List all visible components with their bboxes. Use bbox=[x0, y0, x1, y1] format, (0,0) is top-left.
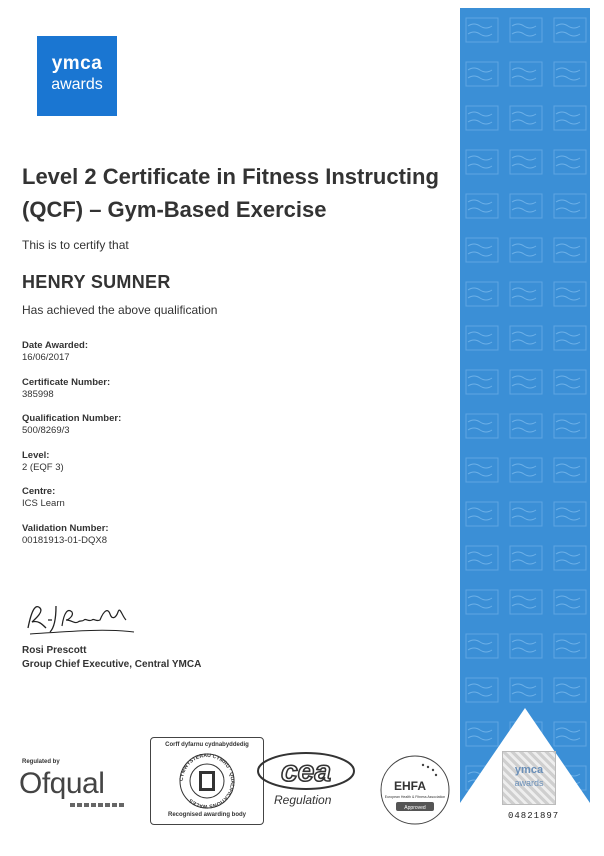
field-value: 385998 bbox=[22, 388, 54, 400]
field-date-awarded bbox=[22, 340, 322, 377]
ehfa-word: EHFA bbox=[393, 779, 427, 793]
field-label: Qualification Number: bbox=[22, 413, 122, 424]
ymca-awards-hologram bbox=[502, 751, 556, 805]
field-label: Certificate Number: bbox=[22, 376, 111, 388]
field-label: Centre: bbox=[22, 486, 56, 497]
certify-text: This is to certify that bbox=[22, 238, 129, 252]
qw-badge-icon bbox=[177, 752, 237, 810]
qualification-title: Level 2 Certificate in Fitness Instructing (QCF) – Gym-Based Exercise bbox=[22, 164, 439, 222]
ehfa-sub: European Health & Fitness Association bbox=[384, 795, 446, 799]
hologram-sub: awards bbox=[514, 778, 544, 788]
ofqual-logo: Ofqual bbox=[19, 767, 105, 800]
qw-top-text: Corff dyfarnu cydnabyddedig bbox=[165, 742, 249, 748]
signatory bbox=[22, 644, 201, 672]
signature-graphic bbox=[22, 598, 142, 640]
blue-ribbon bbox=[460, 8, 590, 803]
accreditation-logos bbox=[0, 735, 604, 835]
hologram-brand: ymca bbox=[514, 764, 544, 776]
ribbon-graphic bbox=[460, 8, 590, 803]
qw-ring-text: CYMWYSTERAU CYMRU · QUALIFICATIONS WALES bbox=[178, 752, 236, 810]
logo-sub: awards bbox=[51, 76, 103, 93]
ehfa-badge bbox=[378, 753, 452, 827]
cea-emblem bbox=[254, 749, 364, 793]
certificate-details bbox=[22, 340, 322, 559]
field-validation-number bbox=[22, 523, 322, 560]
field-label: Date Awarded: bbox=[22, 340, 88, 351]
cea-regulation-text: Regulation bbox=[274, 793, 332, 807]
recipient-name: HENRY SUMNER bbox=[22, 272, 171, 292]
field-qualification-number bbox=[22, 413, 322, 450]
ymca-awards-logo bbox=[37, 36, 117, 116]
signer-role: Group Chief Executive, Central YMCA bbox=[22, 659, 202, 670]
field-certificate-number bbox=[22, 377, 322, 414]
handwritten-signature bbox=[22, 598, 142, 640]
field-value: 16/06/2017 bbox=[22, 352, 70, 363]
field-level bbox=[22, 450, 322, 487]
field-value: 500/8269/3 bbox=[22, 425, 70, 436]
field-centre bbox=[22, 486, 322, 523]
cea-word: cea bbox=[280, 755, 332, 788]
field-value: ICS Learn bbox=[22, 498, 65, 509]
qw-bottom-text: Recognised awarding body bbox=[167, 812, 246, 818]
ofqual-bar bbox=[70, 803, 124, 807]
serial-number: 04821897 bbox=[508, 811, 560, 821]
achieved-text: Has achieved the above qualification bbox=[22, 303, 218, 317]
field-value: 2 (EQF 3) bbox=[22, 461, 64, 473]
ofqual-regulated-text: Regulated by bbox=[22, 759, 60, 765]
ehfa-approved: Approved bbox=[404, 805, 426, 811]
signer-name: Rosi Prescott bbox=[22, 645, 87, 656]
qualifications-wales-logo bbox=[150, 737, 264, 825]
logo-brand: ymca bbox=[51, 53, 103, 74]
field-label: Level: bbox=[22, 449, 50, 461]
field-label: Validation Number: bbox=[22, 522, 109, 534]
ehfa-approved-logo bbox=[378, 753, 452, 827]
field-value: 00181913-01-DQX8 bbox=[22, 534, 108, 546]
